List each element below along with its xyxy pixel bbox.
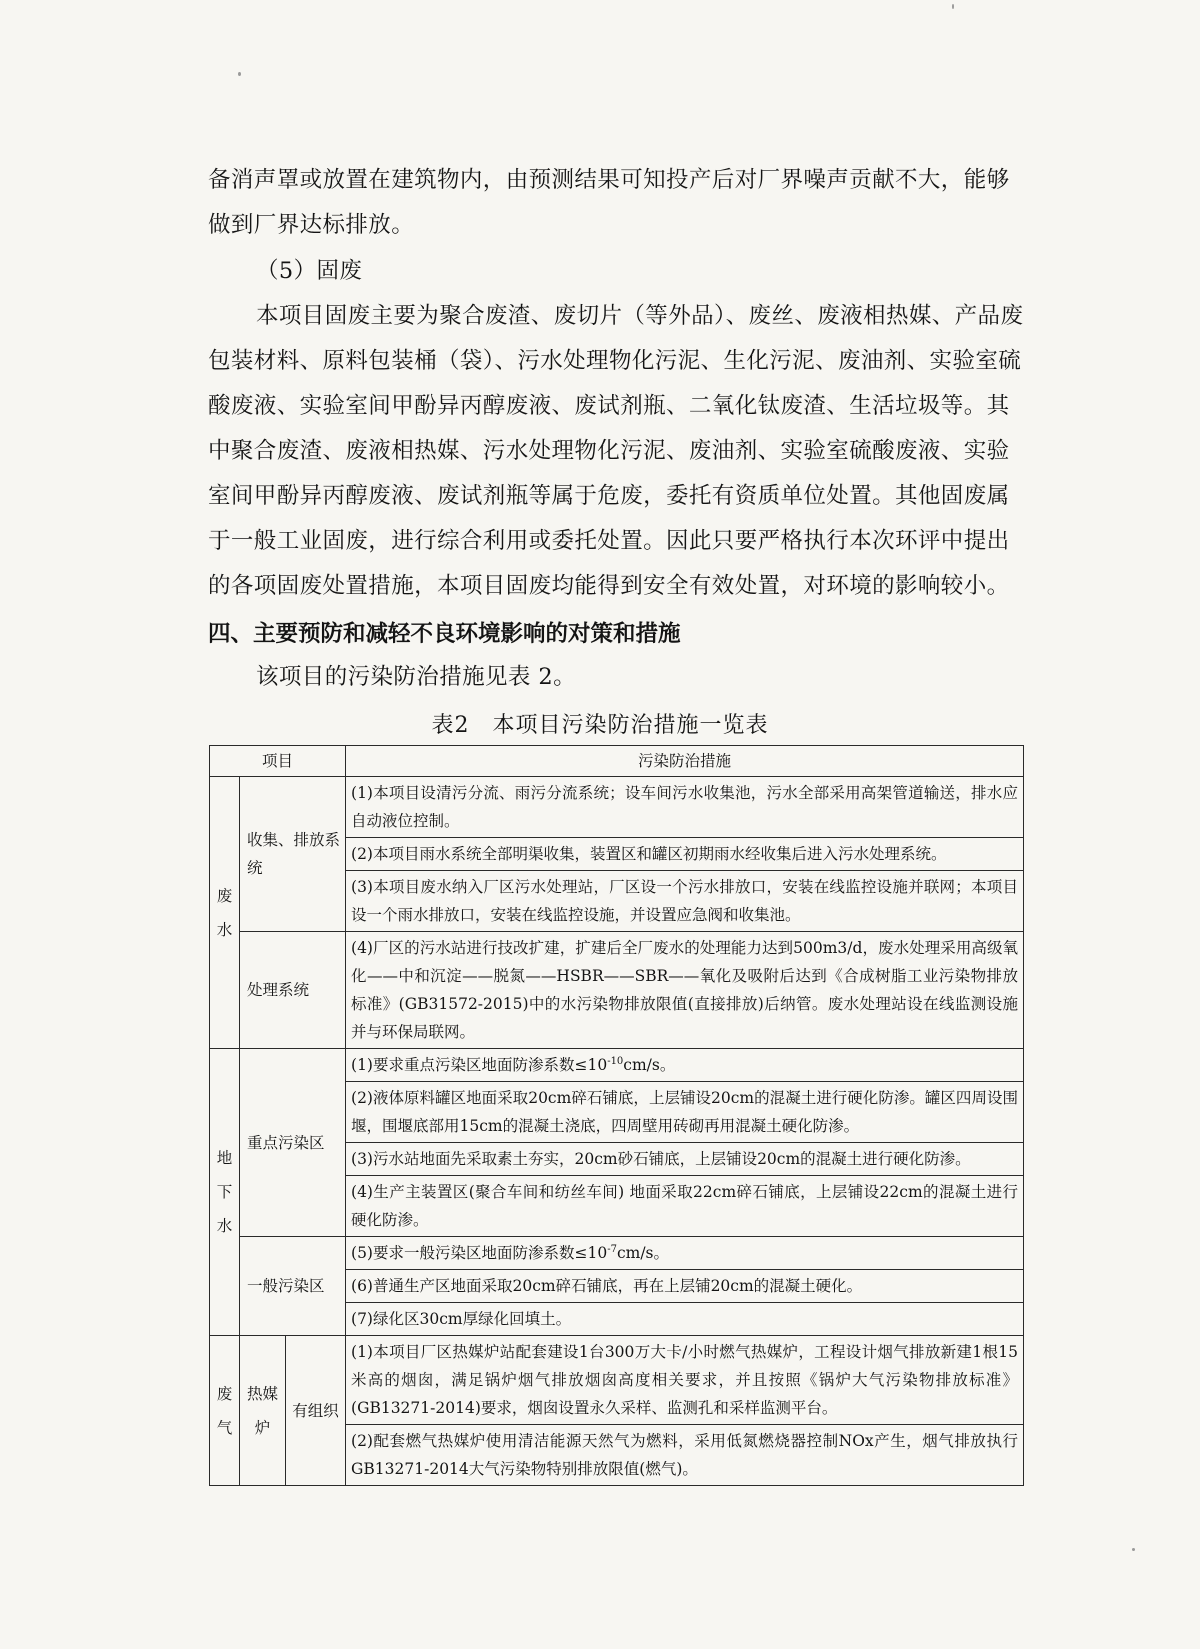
groundwater-measure-5: (5)要求一般污染区地面防渗系数$\le 10^{-7}cm/s$。 bbox=[346, 1237, 1024, 1270]
category-wastewater: 废水 bbox=[210, 777, 240, 1049]
pollution-measures-table bbox=[209, 745, 1024, 1486]
groundwater-measure-1: (1)要求重点污染区地面防渗系数$\le 10^{-10}cm/s$。 bbox=[346, 1049, 1024, 1082]
scan-speck bbox=[238, 72, 241, 76]
solid-waste-paragraph: 本项目固废主要为聚合废渣、废切片（等外品）、废丝、废液相热媒、产品废包装材料、原料包装桶（袋）、污水处理物化污泥、生化污泥、废油剂、实验室硫酸废液、实验室间甲酚异丙醇废液、废试剂瓶、二氧化钛废渣、生活垃圾等。其中聚合废渣、废液相热媒、污水处理物化污泥、废油剂、实验室硫酸废液、实验室间甲酚异丙醇废液、废试剂瓶等属于危废，委托有资质单位处置。其他固废属于一般工业固废，进行综合利用或委托处置。因此只要严格执行本次环评中提出的各项固废处置措施，本项目固废均能得到安全有效处置，对环境的影响较小。 bbox=[208, 303, 1024, 599]
scan-speck bbox=[952, 4, 954, 9]
subcategory-heat-furnace: 热媒炉 bbox=[240, 1336, 286, 1486]
table-row bbox=[210, 777, 1024, 838]
solid-waste-heading: （5）固废 bbox=[256, 258, 363, 284]
subcategory-general-zone: 一般污染区 bbox=[240, 1237, 346, 1336]
subcategory-organized-emission: 有组织 bbox=[286, 1336, 346, 1486]
groundwater-measure-3: (3)污水站地面先采取素土夯实，20cm砂石铺底，上层铺设20cm的混凝土进行硬化防渗。 bbox=[346, 1143, 1024, 1176]
groundwater-measure-7: (7)绿化区30cm厚绿化回填土。 bbox=[346, 1303, 1024, 1336]
wastewater-measure-1: (1)本项目设清污分流、雨污分流系统；设车间污水收集池，污水全部采用高架管道输送，排水应自动液位控制。 bbox=[346, 777, 1024, 838]
wastewater-measure-4: (4)厂区的污水站进行技改扩建，扩建后全厂废水的处理能力达到500m3/d，废水处理采用高级氧化——中和沉淀——脱氮——HSBR——SBR——氧化及吸附后达到《合成树脂工业污染物排放标准》(GB31572-2015)中的水污染物排放限值(直接排放)后纳管。废水处理站设在线监测设施并与环保局联网。 bbox=[346, 932, 1024, 1049]
subcategory-collection-system: 收集、排放系统 bbox=[240, 777, 346, 932]
table-intro: 该项目的污染防治措施见表 2。 bbox=[256, 664, 576, 690]
wastewater-measure-3: (3)本项目废水纳入厂区污水处理站，厂区设一个污水排放口，安装在线监控设施并联网；本项目设一个雨水排放口，安装在线监控设施，并设置应急阀和收集池。 bbox=[346, 871, 1024, 932]
header-measures: 污染防治措施 bbox=[346, 746, 1024, 777]
table-header-row bbox=[210, 746, 1024, 777]
table-caption: 表2 本项目污染防治措施一览表 bbox=[431, 713, 769, 738]
groundwater-measure-4: (4)生产主装置区(聚合车间和纺丝车间) 地面采取22cm碎石铺底，上层铺设22cm的混凝土进行硬化防渗。 bbox=[346, 1176, 1024, 1237]
groundwater-measure-2: (2)液体原料罐区地面采取20cm碎石铺底，上层铺设20cm的混凝土进行硬化防渗。罐区四周设围堰，围堰底部用15cm的混凝土浇底，四周壁用砖砌再用混凝土硬化防渗。 bbox=[346, 1082, 1024, 1143]
exhaust-measure-2: (2)配套燃气热媒炉使用清洁能源天然气为燃料，采用低氮燃烧器控制NOx产生，烟气排放执行GB13271-2014大气污染物特别排放限值(燃气)。 bbox=[346, 1425, 1024, 1486]
groundwater-measure-6: (6)普通生产区地面采取20cm碎石铺底，再在上层铺20cm的混凝土硬化。 bbox=[346, 1270, 1024, 1303]
table-row bbox=[210, 1237, 1024, 1270]
section-heading: 四、主要预防和减轻不良环境影响的对策和措施 bbox=[208, 621, 681, 647]
noise-conclusion-paragraph: 备消声罩或放置在建筑物内，由预测结果可知投产后对厂界噪声贡献不大，能够做到厂界达标排放。 bbox=[208, 167, 1010, 238]
scan-speck bbox=[1132, 1548, 1135, 1551]
table-row bbox=[210, 1049, 1024, 1082]
table-row bbox=[210, 1336, 1024, 1425]
subcategory-treatment-system: 处理系统 bbox=[240, 932, 346, 1049]
wastewater-measure-2: (2)本项目雨水系统全部明渠收集，装置区和罐区初期雨水经收集后进入污水处理系统。 bbox=[346, 838, 1024, 871]
table-row bbox=[210, 932, 1024, 1049]
exhaust-measure-1: (1)本项目厂区热媒炉站配套建设1台300万大卡/小时燃气热媒炉，工程设计烟气排放新建1根15米高的烟囱，满足锅炉烟气排放烟囱高度相关要求，并且按照《锅炉大气污染物排放标准》(GB13271-2014)要求，烟囱设置永久采样、监测孔和采样监测平台。 bbox=[346, 1336, 1024, 1425]
category-exhaust: 废气 bbox=[210, 1336, 240, 1486]
category-groundwater: 地下水 bbox=[210, 1049, 240, 1336]
subcategory-key-zone: 重点污染区 bbox=[240, 1049, 346, 1237]
header-item: 项目 bbox=[210, 746, 346, 777]
